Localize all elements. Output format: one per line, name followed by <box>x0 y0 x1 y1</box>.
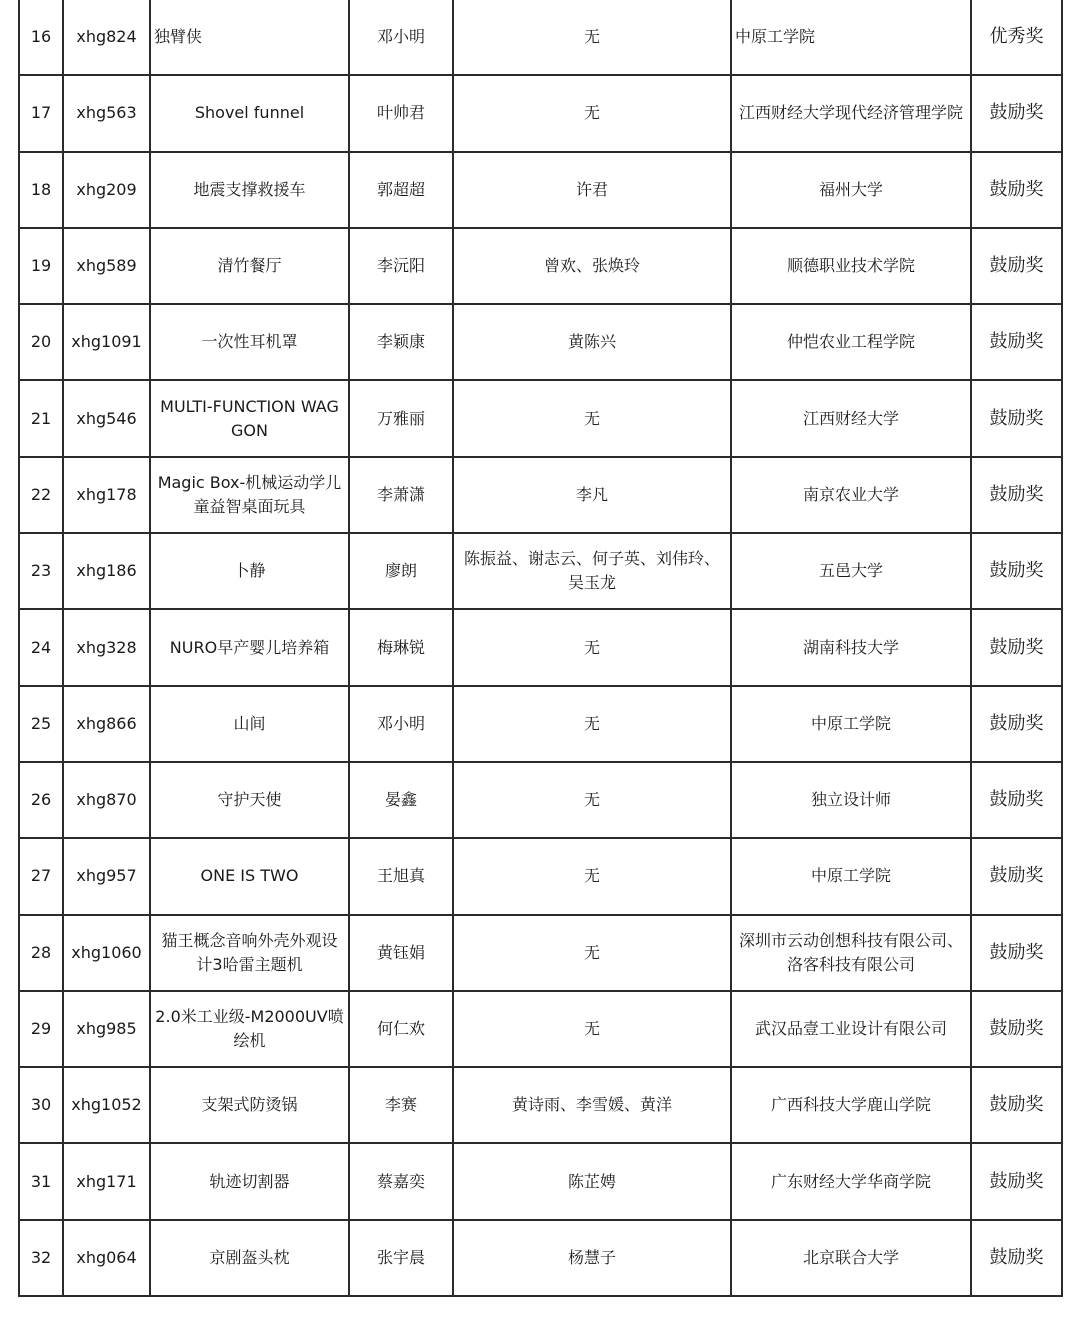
entry-code: xhg1060 <box>63 915 150 991</box>
work-title: 独臂侠 <box>150 0 349 75</box>
mentor-names: 无 <box>453 75 731 151</box>
work-title: MULTI-FUNCTION WAGGON <box>150 380 349 456</box>
author-name: 张宇晨 <box>349 1220 453 1296</box>
table-row <box>19 609 1062 685</box>
work-title: 守护天使 <box>150 762 349 838</box>
mentor-names: 无 <box>453 762 731 838</box>
award-level: 鼓励奖 <box>971 152 1062 228</box>
author-name: 李赛 <box>349 1067 453 1143</box>
table-row <box>19 304 1062 380</box>
award-level: 鼓励奖 <box>971 1067 1062 1143</box>
row-number: 17 <box>19 75 63 151</box>
work-title: 轨迹切割器 <box>150 1143 349 1219</box>
row-number: 29 <box>19 991 63 1067</box>
award-level: 鼓励奖 <box>971 991 1062 1067</box>
row-number: 26 <box>19 762 63 838</box>
work-title: 猫王概念音响外壳外观设计3哈雷主题机 <box>150 915 349 991</box>
row-number: 22 <box>19 457 63 533</box>
institution: 北京联合大学 <box>731 1220 971 1296</box>
mentor-names: 李凡 <box>453 457 731 533</box>
author-name: 晏鑫 <box>349 762 453 838</box>
table-row <box>19 457 1062 533</box>
award-level: 鼓励奖 <box>971 1220 1062 1296</box>
table-row <box>19 1220 1062 1296</box>
mentor-names: 黄诗雨、李雪媛、黄洋 <box>453 1067 731 1143</box>
entry-code: xhg870 <box>63 762 150 838</box>
row-number: 18 <box>19 152 63 228</box>
award-level: 鼓励奖 <box>971 838 1062 914</box>
table-row <box>19 686 1062 762</box>
row-number: 23 <box>19 533 63 609</box>
institution: 福州大学 <box>731 152 971 228</box>
entry-code: xhg186 <box>63 533 150 609</box>
work-title: 京剧盔头枕 <box>150 1220 349 1296</box>
work-title: ONE IS TWO <box>150 838 349 914</box>
institution: 江西财经大学现代经济管理学院 <box>731 75 971 151</box>
work-title: 支架式防烫锅 <box>150 1067 349 1143</box>
author-name: 王旭真 <box>349 838 453 914</box>
mentor-names: 陈芷娉 <box>453 1143 731 1219</box>
mentor-names: 曾欢、张焕玲 <box>453 228 731 304</box>
table-row <box>19 838 1062 914</box>
work-title: Shovel funnel <box>150 75 349 151</box>
author-name: 李颖康 <box>349 304 453 380</box>
author-name: 郭超超 <box>349 152 453 228</box>
entry-code: xhg957 <box>63 838 150 914</box>
table-row <box>19 380 1062 456</box>
work-title: Magic Box-机械运动学儿童益智桌面玩具 <box>150 457 349 533</box>
table-row <box>19 533 1062 609</box>
mentor-names: 无 <box>453 380 731 456</box>
row-number: 31 <box>19 1143 63 1219</box>
row-number: 20 <box>19 304 63 380</box>
author-name: 邓小明 <box>349 0 453 75</box>
entry-code: xhg589 <box>63 228 150 304</box>
mentor-names: 无 <box>453 609 731 685</box>
award-level: 优秀奖 <box>971 0 1062 75</box>
entry-code: xhg328 <box>63 609 150 685</box>
entry-code: xhg1091 <box>63 304 150 380</box>
row-number: 21 <box>19 380 63 456</box>
row-number: 25 <box>19 686 63 762</box>
mentor-names: 无 <box>453 0 731 75</box>
author-name: 梅琳锐 <box>349 609 453 685</box>
mentor-names: 许君 <box>453 152 731 228</box>
work-title: 一次性耳机罩 <box>150 304 349 380</box>
work-title: 卜静 <box>150 533 349 609</box>
award-level: 鼓励奖 <box>971 1143 1062 1219</box>
table-row <box>19 762 1062 838</box>
table-row <box>19 1067 1062 1143</box>
mentor-names: 无 <box>453 915 731 991</box>
award-table <box>18 0 1063 1297</box>
work-title: 2.0米工业级-M2000UV喷绘机 <box>150 991 349 1067</box>
mentor-names: 无 <box>453 838 731 914</box>
entry-code: xhg985 <box>63 991 150 1067</box>
entry-code: xhg178 <box>63 457 150 533</box>
institution: 武汉品壹工业设计有限公司 <box>731 991 971 1067</box>
mentor-names: 黄陈兴 <box>453 304 731 380</box>
table-row <box>19 75 1062 151</box>
institution: 南京农业大学 <box>731 457 971 533</box>
institution: 深圳市云动创想科技有限公司、洛客科技有限公司 <box>731 915 971 991</box>
table-row <box>19 152 1062 228</box>
mentor-names: 杨慧子 <box>453 1220 731 1296</box>
mentor-names: 无 <box>453 686 731 762</box>
institution: 江西财经大学 <box>731 380 971 456</box>
row-number: 19 <box>19 228 63 304</box>
row-number: 27 <box>19 838 63 914</box>
author-name: 叶帅君 <box>349 75 453 151</box>
author-name: 李沅阳 <box>349 228 453 304</box>
entry-code: xhg064 <box>63 1220 150 1296</box>
institution: 独立设计师 <box>731 762 971 838</box>
award-level: 鼓励奖 <box>971 686 1062 762</box>
entry-code: xhg563 <box>63 75 150 151</box>
institution: 顺德职业技术学院 <box>731 228 971 304</box>
author-name: 邓小明 <box>349 686 453 762</box>
award-level: 鼓励奖 <box>971 228 1062 304</box>
work-title: 地震支撑救援车 <box>150 152 349 228</box>
award-level: 鼓励奖 <box>971 380 1062 456</box>
table-row <box>19 0 1062 75</box>
award-level: 鼓励奖 <box>971 457 1062 533</box>
author-name: 廖朗 <box>349 533 453 609</box>
institution: 中原工学院 <box>731 838 971 914</box>
institution: 湖南科技大学 <box>731 609 971 685</box>
author-name: 蔡嘉奕 <box>349 1143 453 1219</box>
mentor-names: 陈振益、谢志云、何子英、刘伟玲、吴玉龙 <box>453 533 731 609</box>
entry-code: xhg866 <box>63 686 150 762</box>
entry-code: xhg824 <box>63 0 150 75</box>
row-number: 24 <box>19 609 63 685</box>
work-title: 山间 <box>150 686 349 762</box>
row-number: 30 <box>19 1067 63 1143</box>
mentor-names: 无 <box>453 991 731 1067</box>
entry-code: xhg546 <box>63 380 150 456</box>
institution: 中原工学院 <box>731 686 971 762</box>
row-number: 32 <box>19 1220 63 1296</box>
author-name: 万雅丽 <box>349 380 453 456</box>
institution: 五邑大学 <box>731 533 971 609</box>
award-level: 鼓励奖 <box>971 609 1062 685</box>
institution: 广东财经大学华商学院 <box>731 1143 971 1219</box>
work-title: NURO早产婴儿培养箱 <box>150 609 349 685</box>
author-name: 何仁欢 <box>349 991 453 1067</box>
institution: 广西科技大学鹿山学院 <box>731 1067 971 1143</box>
award-level: 鼓励奖 <box>971 304 1062 380</box>
work-title: 清竹餐厅 <box>150 228 349 304</box>
row-number: 28 <box>19 915 63 991</box>
table-row <box>19 991 1062 1067</box>
institution: 中原工学院 <box>731 0 971 75</box>
table-row <box>19 915 1062 991</box>
award-level: 鼓励奖 <box>971 915 1062 991</box>
award-level: 鼓励奖 <box>971 762 1062 838</box>
entry-code: xhg171 <box>63 1143 150 1219</box>
table-row <box>19 228 1062 304</box>
table-row <box>19 1143 1062 1219</box>
author-name: 黄钰娟 <box>349 915 453 991</box>
award-level: 鼓励奖 <box>971 533 1062 609</box>
institution: 仲恺农业工程学院 <box>731 304 971 380</box>
entry-code: xhg209 <box>63 152 150 228</box>
entry-code: xhg1052 <box>63 1067 150 1143</box>
row-number: 16 <box>19 0 63 75</box>
award-level: 鼓励奖 <box>971 75 1062 151</box>
author-name: 李萧潇 <box>349 457 453 533</box>
